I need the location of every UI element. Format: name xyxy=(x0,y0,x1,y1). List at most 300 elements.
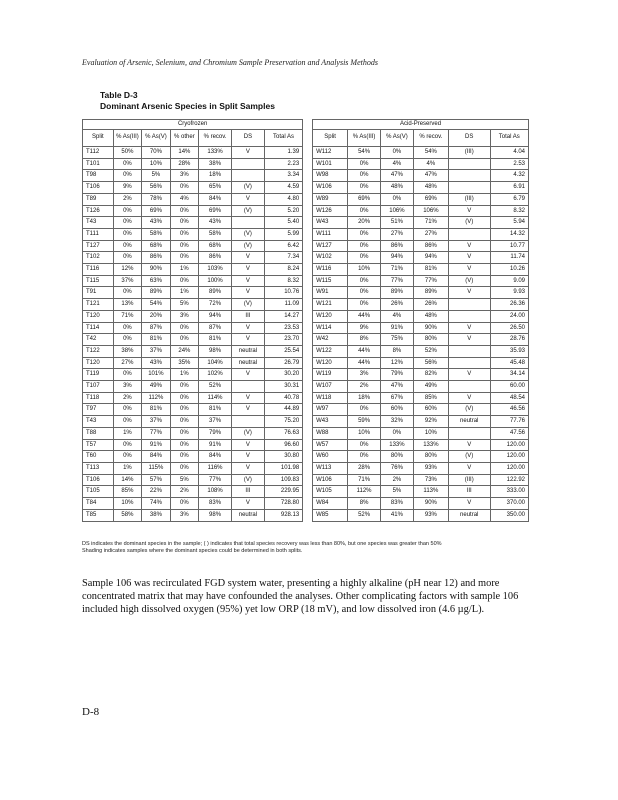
table-cell: W57 xyxy=(313,439,348,451)
table-title: Dominant Arsenic Species in Split Samples xyxy=(100,101,275,111)
table-cell: 68% xyxy=(142,240,170,252)
table-cell: 22% xyxy=(142,486,170,498)
table-cell: 71% xyxy=(381,264,414,276)
table-cell: 79% xyxy=(381,369,414,381)
group-header-row xyxy=(83,120,529,130)
table-cell: V xyxy=(231,439,264,451)
table-cell: 109.83 xyxy=(264,474,302,486)
table-cell: 13% xyxy=(113,299,141,311)
table-cell: W97 xyxy=(313,404,348,416)
table-cell: 133% xyxy=(413,439,448,451)
table-cell: 38% xyxy=(113,345,141,357)
table-cell: 93% xyxy=(413,509,448,521)
table-row xyxy=(83,205,529,217)
column-gap xyxy=(303,427,313,439)
table-cell: 120.00 xyxy=(490,439,528,451)
table-cell: (V) xyxy=(231,205,264,217)
table-cell: W116 xyxy=(313,264,348,276)
table-cell: 91% xyxy=(381,322,414,334)
table-cell: 10.26 xyxy=(490,264,528,276)
column-gap xyxy=(303,130,313,147)
footnote-dominant-species: DS indicates the dominant species in the sample; ( ) indicates that total species recovery was less than 80%, but one species was greater than 50% xyxy=(82,541,442,547)
table-cell: 5.20 xyxy=(264,205,302,217)
table-cell: 89% xyxy=(413,287,448,299)
table-row xyxy=(83,509,529,521)
table-cell: 77.76 xyxy=(490,416,528,428)
table-cell: 8% xyxy=(381,345,414,357)
table-cell: W89 xyxy=(313,193,348,205)
table-cell: 37% xyxy=(142,345,170,357)
table-cell: 30.31 xyxy=(264,381,302,393)
table-cell: 101% xyxy=(142,369,170,381)
table-cell: 8.32 xyxy=(264,275,302,287)
table-cell: 86% xyxy=(142,252,170,264)
table-cell: 0% xyxy=(348,275,381,287)
table-cell: 0% xyxy=(113,240,141,252)
table-cell: 928.13 xyxy=(264,509,302,521)
table-cell: 43% xyxy=(199,217,232,229)
table-row xyxy=(83,416,529,428)
table-cell: (III) xyxy=(448,474,490,486)
column-gap xyxy=(303,120,313,130)
table-cell: 2.53 xyxy=(490,158,528,170)
table-cell: 81% xyxy=(413,264,448,276)
table-cell: V xyxy=(231,462,264,474)
table-cell: 58% xyxy=(199,228,232,240)
table-cell: 0% xyxy=(113,228,141,240)
table-cell: 20% xyxy=(348,217,381,229)
table-cell xyxy=(448,299,490,311)
column-gap xyxy=(303,205,313,217)
table-cell: T114 xyxy=(83,322,114,334)
table-row xyxy=(83,275,529,287)
table-cell: 60% xyxy=(413,404,448,416)
table-cell xyxy=(231,416,264,428)
table-row xyxy=(83,462,529,474)
table-cell: 0% xyxy=(348,205,381,217)
table-cell: W112 xyxy=(313,147,348,159)
table-row xyxy=(83,486,529,498)
table-cell: 106% xyxy=(381,205,414,217)
table-cell: V xyxy=(448,205,490,217)
column-gap xyxy=(303,147,313,159)
table-cell: W85 xyxy=(313,509,348,521)
table-cell: W84 xyxy=(313,498,348,510)
table-cell: 9% xyxy=(113,182,141,194)
table-cell: 44% xyxy=(348,310,381,322)
table-cell: 2% xyxy=(170,486,198,498)
table-cell: 57% xyxy=(142,474,170,486)
table-cell: 26.36 xyxy=(490,299,528,311)
table-cell: 24% xyxy=(170,345,198,357)
table-cell: W43 xyxy=(313,217,348,229)
table-row xyxy=(83,404,529,416)
table-cell: 0% xyxy=(170,275,198,287)
table-cell: 1% xyxy=(170,287,198,299)
table-cell: 12% xyxy=(113,264,141,276)
table-cell: 69% xyxy=(413,193,448,205)
table-cell: 0% xyxy=(348,439,381,451)
table-cell: 2.23 xyxy=(264,158,302,170)
table-row xyxy=(83,474,529,486)
table-cell: 84% xyxy=(199,451,232,463)
table-cell: 4% xyxy=(381,158,414,170)
column-gap xyxy=(303,486,313,498)
table-cell: T122 xyxy=(83,345,114,357)
table-cell: 73% xyxy=(413,474,448,486)
table-cell: T113 xyxy=(83,462,114,474)
table-cell: 77% xyxy=(142,427,170,439)
table-cell: 52% xyxy=(348,509,381,521)
table-cell: 0% xyxy=(170,392,198,404)
page-number: D-8 xyxy=(82,706,100,718)
table-cell: V xyxy=(231,193,264,205)
table-cell: 4.04 xyxy=(490,147,528,159)
table-row xyxy=(83,240,529,252)
table-cell: 91% xyxy=(142,439,170,451)
table-cell: (V) xyxy=(448,451,490,463)
table-cell: 48% xyxy=(381,182,414,194)
table-cell: 14.32 xyxy=(490,228,528,240)
table-cell xyxy=(448,357,490,369)
table-cell: 26.50 xyxy=(490,322,528,334)
table-cell: 1% xyxy=(113,462,141,474)
table-cell: V xyxy=(231,147,264,159)
table-cell: 47% xyxy=(413,170,448,182)
table-cell: 4% xyxy=(413,158,448,170)
column-gap xyxy=(303,322,313,334)
table-row xyxy=(83,264,529,276)
table-cell: 10% xyxy=(113,498,141,510)
table-cell: 56% xyxy=(413,357,448,369)
table-cell: 0% xyxy=(348,451,381,463)
table-cell: W107 xyxy=(313,381,348,393)
table-row xyxy=(83,170,529,182)
table-cell: T107 xyxy=(83,381,114,393)
column-gap xyxy=(303,264,313,276)
table-cell: (III) xyxy=(448,147,490,159)
column-gap xyxy=(303,275,313,287)
table-cell: 44% xyxy=(348,357,381,369)
table-cell: (III) xyxy=(448,193,490,205)
table-cell: T101 xyxy=(83,158,114,170)
table-cell xyxy=(448,158,490,170)
table-cell: T84 xyxy=(83,498,114,510)
table-cell: W120 xyxy=(313,310,348,322)
table-cell: 0% xyxy=(348,182,381,194)
table-cell: 28.76 xyxy=(490,334,528,346)
table-cell: 10% xyxy=(142,158,170,170)
column-header: Total As xyxy=(264,130,302,147)
table-cell: T115 xyxy=(83,275,114,287)
table-row xyxy=(83,334,529,346)
table-cell: 30.20 xyxy=(264,369,302,381)
table-row xyxy=(83,310,529,322)
table-cell: 6.91 xyxy=(490,182,528,194)
table-cell: 41% xyxy=(381,509,414,521)
column-gap xyxy=(303,287,313,299)
table-cell: V xyxy=(231,498,264,510)
table-cell: neutral xyxy=(448,416,490,428)
table-caption xyxy=(100,90,275,112)
table-cell: 2% xyxy=(113,193,141,205)
table-cell: 3.34 xyxy=(264,170,302,182)
table-cell: 7.34 xyxy=(264,252,302,264)
table-cell: V xyxy=(448,287,490,299)
table-cell: 27% xyxy=(381,228,414,240)
table-cell: 94% xyxy=(199,310,232,322)
table-cell: 8% xyxy=(348,498,381,510)
table-cell: 0% xyxy=(348,170,381,182)
table-row xyxy=(83,252,529,264)
table-cell: 80% xyxy=(413,334,448,346)
table-cell: 133% xyxy=(381,439,414,451)
table-cell: 77% xyxy=(199,474,232,486)
table-cell: T91 xyxy=(83,287,114,299)
table-cell: W118 xyxy=(313,392,348,404)
table-cell: T112 xyxy=(83,147,114,159)
table-cell: V xyxy=(231,369,264,381)
column-header: % recov. xyxy=(413,130,448,147)
cryofrozen-group-header: Cryofrozen xyxy=(83,120,303,130)
running-header: Evaluation of Arsenic, Selenium, and Chromium Sample Preservation and Analysis Methods xyxy=(82,58,378,67)
table-cell: T97 xyxy=(83,404,114,416)
table-cell: 108% xyxy=(199,486,232,498)
table-cell: 0% xyxy=(170,416,198,428)
table-cell: 0% xyxy=(170,322,198,334)
table-cell: 0% xyxy=(381,193,414,205)
column-header: % other xyxy=(170,130,198,147)
table-cell: 104% xyxy=(199,357,232,369)
table-cell: (V) xyxy=(231,474,264,486)
table-cell: 74% xyxy=(142,498,170,510)
table-cell: T121 xyxy=(83,299,114,311)
table-cell: 6.79 xyxy=(490,193,528,205)
table-cell xyxy=(448,228,490,240)
table-cell: 10.77 xyxy=(490,240,528,252)
table-row xyxy=(83,451,529,463)
table-cell: 68% xyxy=(199,240,232,252)
table-cell: 92% xyxy=(413,416,448,428)
table-cell: 44% xyxy=(348,345,381,357)
table-cell: 52% xyxy=(199,381,232,393)
column-header: % As(III) xyxy=(113,130,141,147)
table-cell: V xyxy=(231,322,264,334)
table-cell: 0% xyxy=(113,170,141,182)
table-cell: W122 xyxy=(313,345,348,357)
table-cell: W102 xyxy=(313,252,348,264)
table-cell: 69% xyxy=(348,193,381,205)
table-cell xyxy=(448,170,490,182)
column-gap xyxy=(303,451,313,463)
table-cell: 6.42 xyxy=(264,240,302,252)
table-cell: 83% xyxy=(381,498,414,510)
table-cell: 0% xyxy=(348,252,381,264)
table-cell: W60 xyxy=(313,451,348,463)
table-cell: T127 xyxy=(83,240,114,252)
table-cell: 71% xyxy=(413,217,448,229)
table-cell: 85% xyxy=(113,486,141,498)
table-cell: (V) xyxy=(231,240,264,252)
table-cell: 72% xyxy=(199,299,232,311)
table-cell: 45.48 xyxy=(490,357,528,369)
table-cell: 81% xyxy=(142,334,170,346)
table-cell: 1% xyxy=(170,369,198,381)
table-cell: 0% xyxy=(348,404,381,416)
body-paragraph: Sample 106 was recirculated FGD system water, presenting a highly alkaline (pH near 12) and more concentrated matrix that may have confounded the analyses. Other complicating factors with sample 106 included high dissolved oxygen (95%) yet low ORP (18 mV), and low dissolved iron (4.6 µg/L). xyxy=(82,578,519,616)
table-cell: 1% xyxy=(113,427,141,439)
table-cell: V xyxy=(448,240,490,252)
table-cell: T43 xyxy=(83,217,114,229)
table-cell: 37% xyxy=(113,275,141,287)
table-cell: 0% xyxy=(170,451,198,463)
table-cell: 9.09 xyxy=(490,275,528,287)
column-header: % As(III) xyxy=(348,130,381,147)
table-cell: 10% xyxy=(413,427,448,439)
table-cell: 98% xyxy=(199,345,232,357)
table-cell: 77% xyxy=(413,275,448,287)
table-cell: 5.94 xyxy=(490,217,528,229)
table-cell: 86% xyxy=(381,240,414,252)
table-cell: 28% xyxy=(348,462,381,474)
table-cell: 0% xyxy=(170,252,198,264)
table-cell: neutral xyxy=(231,509,264,521)
table-cell: V xyxy=(231,275,264,287)
table-cell: 120.00 xyxy=(490,462,528,474)
table-cell: V xyxy=(231,264,264,276)
table-cell: 11.09 xyxy=(264,299,302,311)
table-cell: 69% xyxy=(199,205,232,217)
table-cell: 0% xyxy=(113,334,141,346)
table-cell: 3% xyxy=(113,381,141,393)
table-cell: 370.00 xyxy=(490,498,528,510)
table-cell: W119 xyxy=(313,369,348,381)
table-cell: 5% xyxy=(170,299,198,311)
table-cell: 37% xyxy=(199,416,232,428)
table-row xyxy=(83,439,529,451)
column-gap xyxy=(303,381,313,393)
table-cell: 26% xyxy=(381,299,414,311)
column-gap xyxy=(303,416,313,428)
table-cell: (V) xyxy=(448,275,490,287)
table-cell: 0% xyxy=(113,451,141,463)
table-cell: 93% xyxy=(413,462,448,474)
table-row xyxy=(83,357,529,369)
table-cell: 102% xyxy=(199,369,232,381)
table-cell: 60% xyxy=(381,404,414,416)
table-cell: (V) xyxy=(231,299,264,311)
table-cell: 0% xyxy=(170,427,198,439)
table-cell: 10% xyxy=(348,427,381,439)
table-cell: 82% xyxy=(413,369,448,381)
table-cell xyxy=(448,310,490,322)
table-cell: W115 xyxy=(313,275,348,287)
table-cell: 229.95 xyxy=(264,486,302,498)
table-cell: 3% xyxy=(170,170,198,182)
table-cell: 70% xyxy=(142,147,170,159)
table-cell: 54% xyxy=(348,147,381,159)
table-cell: 87% xyxy=(142,322,170,334)
table-cell xyxy=(448,427,490,439)
table-cell: 3% xyxy=(170,509,198,521)
table-cell: V xyxy=(448,264,490,276)
table-cell: 65% xyxy=(199,182,232,194)
table-cell: 1% xyxy=(170,264,198,276)
table-cell: 98% xyxy=(199,509,232,521)
table-cell: T106 xyxy=(83,182,114,194)
column-gap xyxy=(303,182,313,194)
table-cell: T106 xyxy=(83,474,114,486)
table-cell: W43 xyxy=(313,416,348,428)
table-cell: 89% xyxy=(199,287,232,299)
table-cell: 9% xyxy=(348,322,381,334)
table-footnotes xyxy=(82,541,530,555)
table-cell: 86% xyxy=(413,240,448,252)
table-cell: 67% xyxy=(381,392,414,404)
table-cell: V xyxy=(231,252,264,264)
table-cell: 0% xyxy=(170,498,198,510)
column-gap xyxy=(303,334,313,346)
column-gap xyxy=(303,170,313,182)
column-header: Total As xyxy=(490,130,528,147)
table-cell: 12% xyxy=(381,357,414,369)
table-cell: 85% xyxy=(413,392,448,404)
table-cell: 80% xyxy=(381,451,414,463)
table-cell: 47% xyxy=(381,381,414,393)
table-cell: 100% xyxy=(199,275,232,287)
table-cell: 120.00 xyxy=(490,451,528,463)
table-cell: 0% xyxy=(113,252,141,264)
table-cell xyxy=(448,381,490,393)
table-number: Table D-3 xyxy=(100,90,138,100)
table-row xyxy=(83,193,529,205)
table-cell xyxy=(231,217,264,229)
table-cell: 0% xyxy=(113,416,141,428)
column-gap xyxy=(303,462,313,474)
table-cell: 2% xyxy=(348,381,381,393)
table-cell: T57 xyxy=(83,439,114,451)
table-cell: 0% xyxy=(170,439,198,451)
table-cell: W88 xyxy=(313,427,348,439)
table-cell: 79% xyxy=(199,427,232,439)
table-cell: 4% xyxy=(381,310,414,322)
table-cell: 8% xyxy=(348,334,381,346)
table-cell: 48.54 xyxy=(490,392,528,404)
column-header-row xyxy=(83,130,529,147)
table-cell: 333.00 xyxy=(490,486,528,498)
column-gap xyxy=(303,357,313,369)
table-cell: 26% xyxy=(413,299,448,311)
table-cell: V xyxy=(448,462,490,474)
table-cell: 71% xyxy=(113,310,141,322)
table-cell: neutral xyxy=(231,345,264,357)
arsenic-species-table xyxy=(82,119,529,522)
table-cell xyxy=(231,158,264,170)
table-cell: 58% xyxy=(113,509,141,521)
table-cell: 101.98 xyxy=(264,462,302,474)
table-cell: 0% xyxy=(113,158,141,170)
table-cell: 48% xyxy=(413,182,448,194)
table-cell: 80% xyxy=(413,451,448,463)
column-header: Split xyxy=(313,130,348,147)
table-row xyxy=(83,299,529,311)
table-row xyxy=(83,392,529,404)
table-cell: T126 xyxy=(83,205,114,217)
table-cell: 89% xyxy=(142,287,170,299)
table-cell: 350.00 xyxy=(490,509,528,521)
table-cell: 116% xyxy=(199,462,232,474)
table-cell: III xyxy=(231,310,264,322)
